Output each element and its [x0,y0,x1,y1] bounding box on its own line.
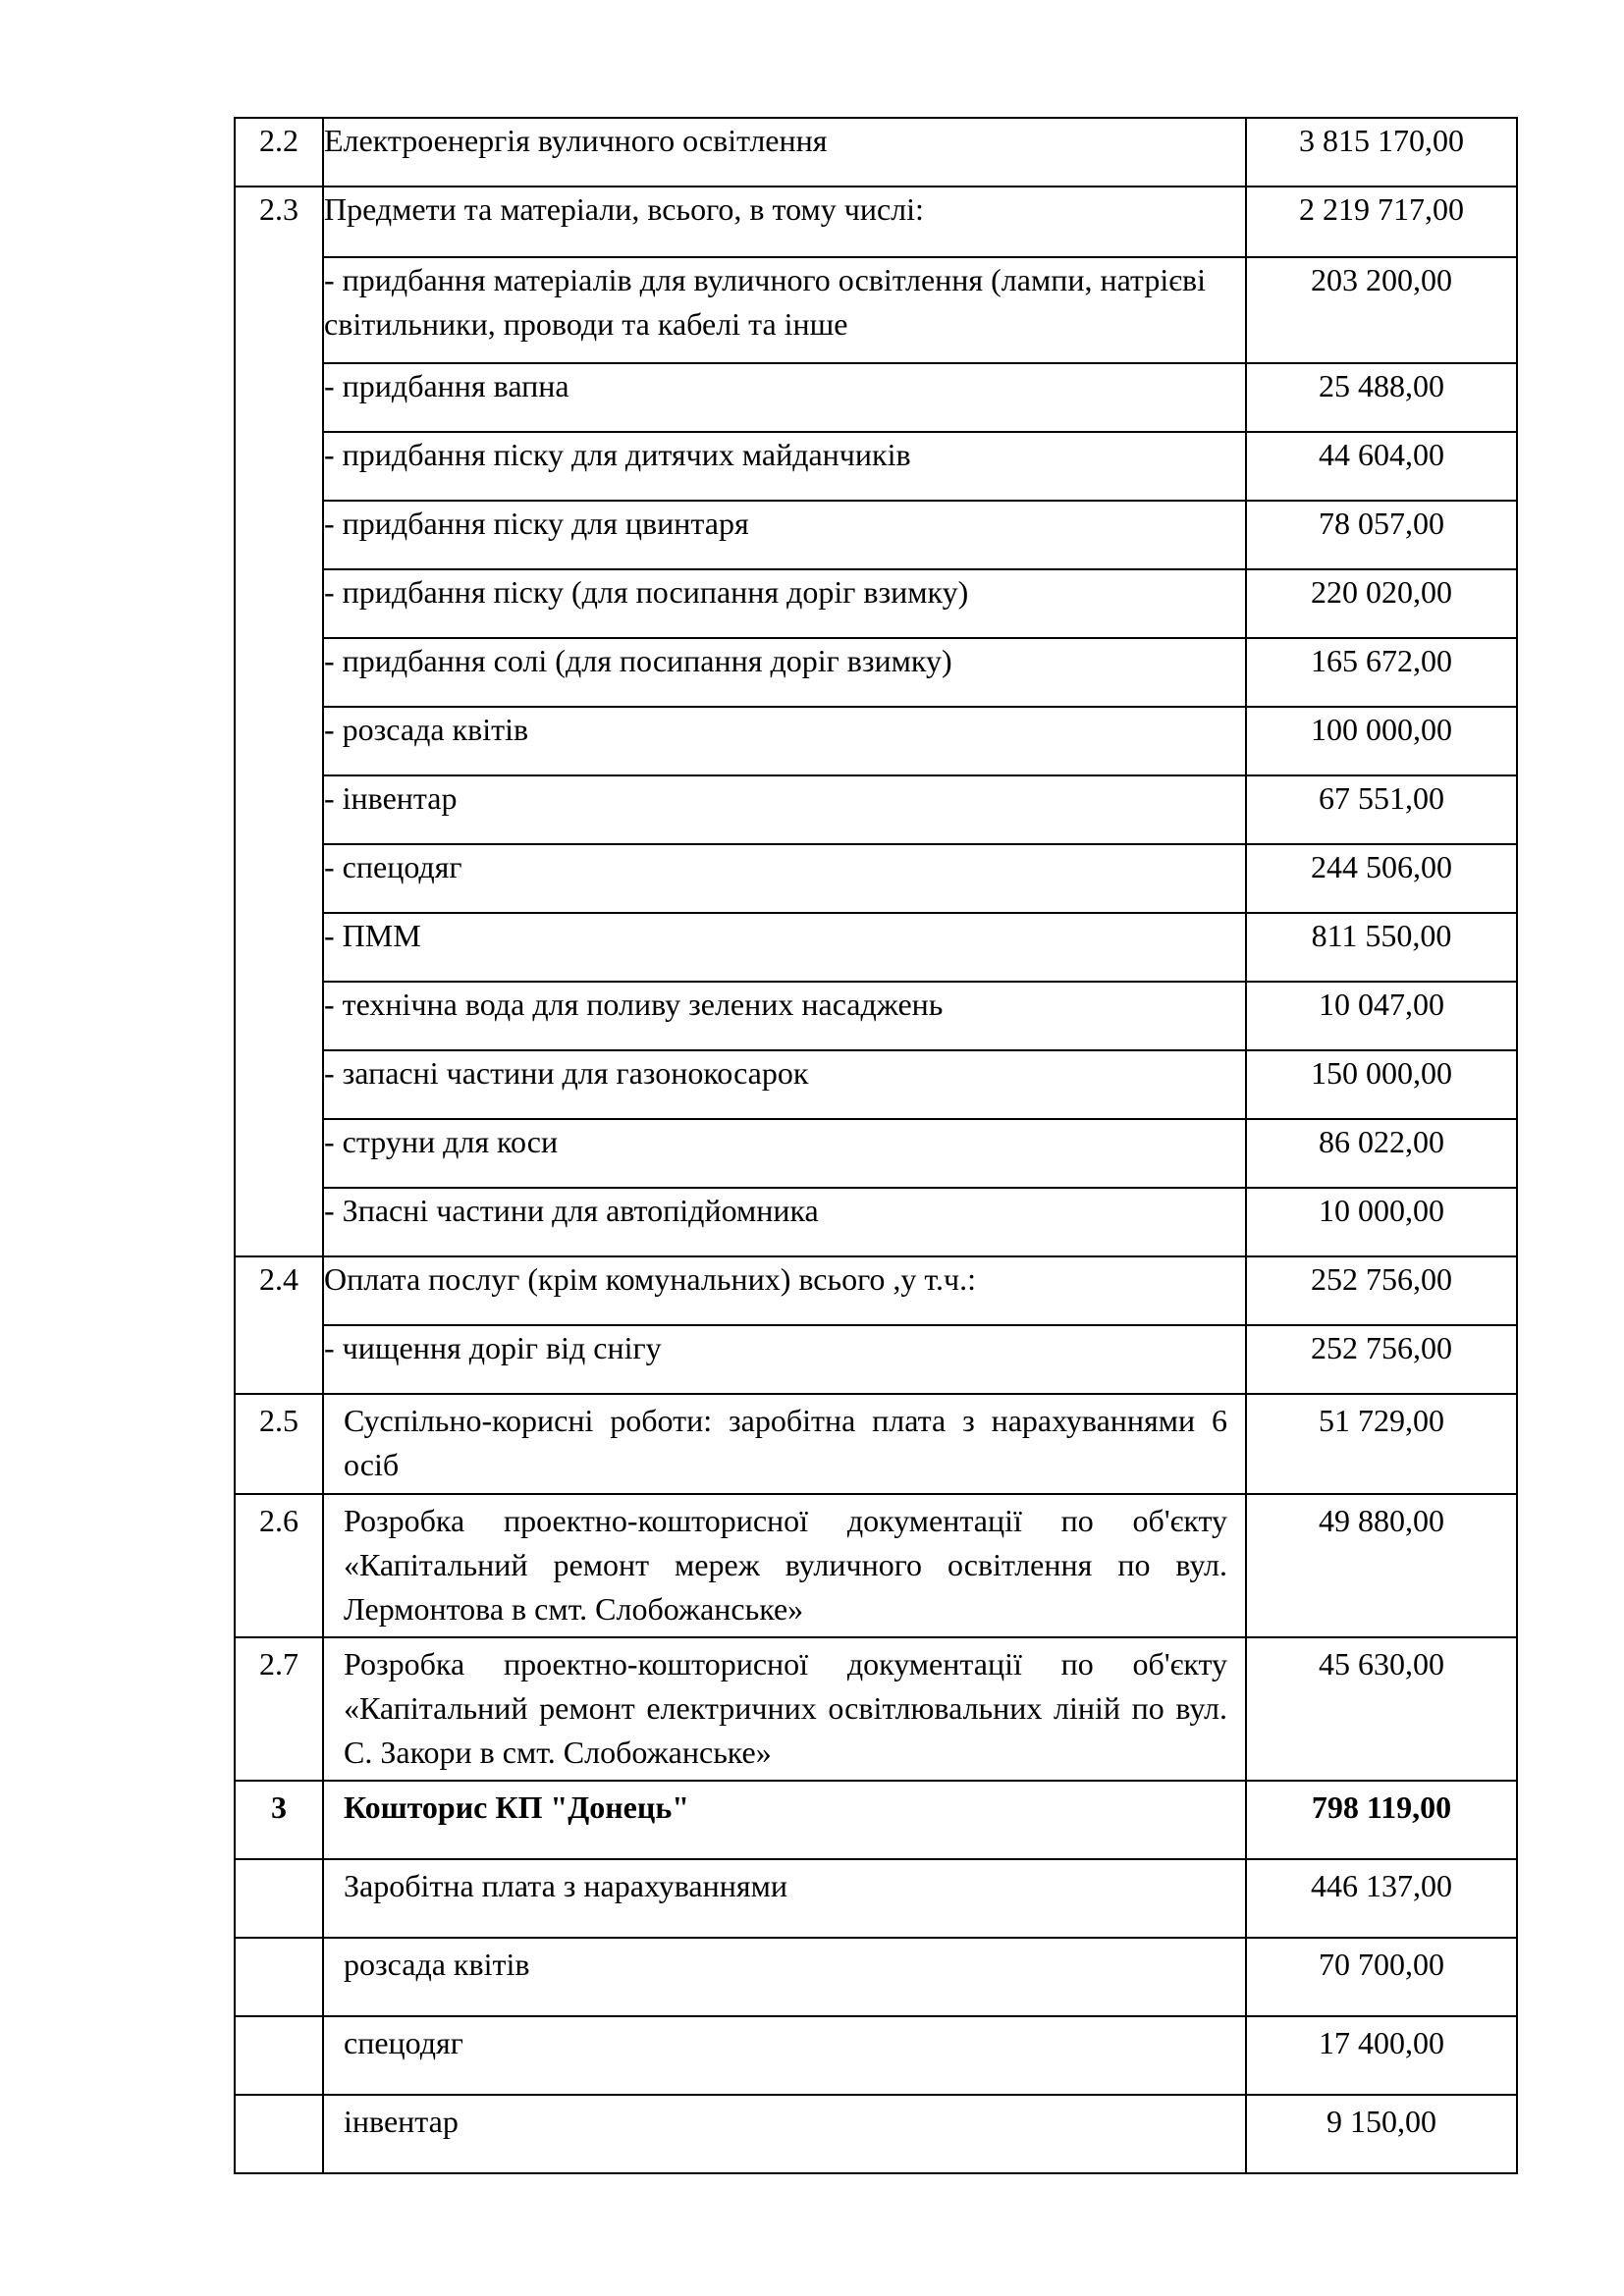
row-description: - придбання піску для дитячих майданчиків [323,432,1246,501]
row-number [235,1938,323,2016]
table-row [235,1781,1517,1859]
row-amount: 49 880,00 [1246,1494,1517,1637]
row-amount: 10 047,00 [1246,982,1517,1050]
row-amount: 3 815 170,00 [1246,118,1517,187]
row-number: 2.3 [235,187,323,1256]
row-amount: 70 700,00 [1246,1938,1517,2016]
row-description: Оплата послуг (крім комунальних) всього ,у т.ч.: [323,1256,1246,1325]
table-row [235,1325,1517,1394]
row-description: - придбання вапна [323,363,1246,432]
row-amount: 67 551,00 [1246,775,1517,844]
table-row [235,257,1517,363]
row-number: 2.6 [235,1494,323,1637]
row-amount: 244 506,00 [1246,844,1517,913]
table-row [235,569,1517,638]
row-description: Розробка проектно-кошторисної документації по об'єкту «Капітальний ремонт електричних освітлювальних ліній по вул. С. Закори в смт. Слобожанське» [323,1637,1246,1781]
table-row [235,844,1517,913]
row-amount: 798 119,00 [1246,1781,1517,1859]
row-amount: 2 219 717,00 [1246,187,1517,257]
row-description: - спецодяг [323,844,1246,913]
row-description: Предмети та матеріали, всього, в тому числі: [323,187,1246,257]
row-amount: 220 020,00 [1246,569,1517,638]
row-description: Електроенергія вуличного освітлення [323,118,1246,187]
table-row [235,1119,1517,1188]
table-row [235,2016,1517,2095]
row-amount: 9 150,00 [1246,2095,1517,2173]
table-row [235,1394,1517,1494]
row-number: 2.7 [235,1637,323,1781]
table-row [235,982,1517,1050]
table-row [235,118,1517,187]
row-number: 2.4 [235,1256,323,1394]
row-amount: 10 000,00 [1246,1188,1517,1256]
row-amount: 17 400,00 [1246,2016,1517,2095]
row-amount: 78 057,00 [1246,501,1517,569]
table-row [235,187,1517,257]
row-number: 2.5 [235,1394,323,1494]
row-number: 2.2 [235,118,323,187]
row-description: Розробка проектно-кошторисної документації по об'єкту «Капітальний ремонт мереж вуличного освітлення по вул. Лермонтова в смт. Слобожанське» [323,1494,1246,1637]
table-row [235,2095,1517,2173]
row-amount: 100 000,00 [1246,707,1517,775]
row-description: - інвентар [323,775,1246,844]
row-amount: 150 000,00 [1246,1050,1517,1119]
budget-table [234,117,1518,2174]
table-row [235,1256,1517,1325]
row-description: - придбання матеріалів для вуличного освітлення (лампи, натрієві світильники, проводи та кабелі та інше [323,257,1246,363]
row-amount: 446 137,00 [1246,1859,1517,1938]
row-description: - розсада квітів [323,707,1246,775]
row-amount: 51 729,00 [1246,1394,1517,1494]
row-number: 3 [235,1781,323,1859]
row-description: спецодяг [323,2016,1246,2095]
row-description: - ПММ [323,913,1246,982]
table-row [235,775,1517,844]
table-row [235,1188,1517,1256]
row-description: - придбання піску для цвинтаря [323,501,1246,569]
row-description: - струни для коси [323,1119,1246,1188]
row-description: Заробітна плата з нарахуваннями [323,1859,1246,1938]
row-description: Кошторис КП "Донець" [323,1781,1246,1859]
row-amount: 811 550,00 [1246,913,1517,982]
row-description: - придбання піску (для посипання доріг взимку) [323,569,1246,638]
table-row [235,913,1517,982]
table-row [235,501,1517,569]
row-amount: 86 022,00 [1246,1119,1517,1188]
table-row [235,432,1517,501]
table-row [235,1494,1517,1637]
row-amount: 25 488,00 [1246,363,1517,432]
row-description: інвентар [323,2095,1246,2173]
table-row [235,1050,1517,1119]
table-row [235,1859,1517,1938]
row-amount: 44 604,00 [1246,432,1517,501]
row-description: - запасні частини для газонокосарок [323,1050,1246,1119]
row-amount: 165 672,00 [1246,638,1517,707]
table-row [235,1637,1517,1781]
table-row [235,1938,1517,2016]
row-description: Суспільно-корисні роботи: заробітна плата з нарахуваннями 6 осіб [323,1394,1246,1494]
row-amount: 203 200,00 [1246,257,1517,363]
table-row [235,638,1517,707]
table-row [235,707,1517,775]
row-number [235,2016,323,2095]
row-description: розсада квітів [323,1938,1246,2016]
row-number [235,2095,323,2173]
row-description: - чищення доріг від снігу [323,1325,1246,1394]
row-amount: 252 756,00 [1246,1325,1517,1394]
table-row [235,363,1517,432]
row-number [235,1859,323,1938]
row-amount: 45 630,00 [1246,1637,1517,1781]
row-description: - придбання солі (для посипання доріг взимку) [323,638,1246,707]
row-description: - Зпасні частини для автопідйомника [323,1188,1246,1256]
row-amount: 252 756,00 [1246,1256,1517,1325]
row-description: - технічна вода для поливу зелених насаджень [323,982,1246,1050]
